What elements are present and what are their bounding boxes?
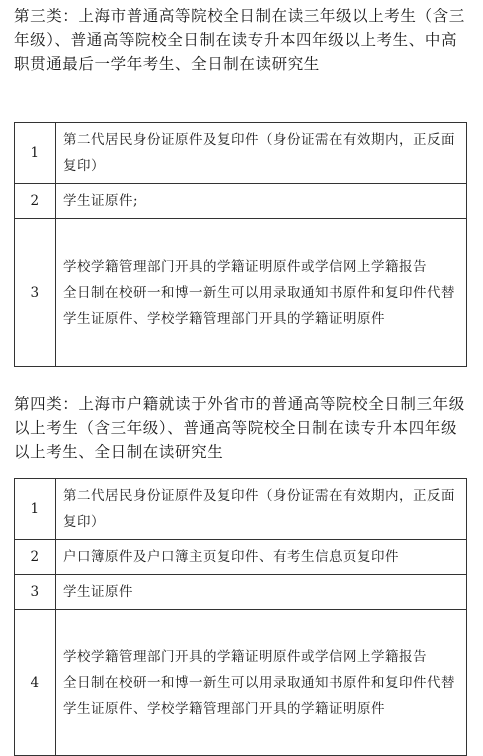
section-heading-category-3: 第三类：上海市普通高等院校全日制在读三年级以上考生（含三年级）、普通高等院校全日制在读专升本四年级以上考生、中高职贯通最后一学年考生、全日制在读研究生 (14, 7, 465, 73)
row-number: 2 (15, 540, 56, 575)
table-row (15, 123, 467, 184)
table-row (15, 479, 467, 540)
row-content (56, 479, 467, 540)
row-number: 3 (15, 575, 56, 610)
row-content-line: 第二代居民身份证原件及复印件（身份证需在有效期内，正反面复印） (63, 132, 455, 174)
row-number: 3 (15, 219, 56, 367)
requirements-table-category-4 (14, 478, 467, 756)
table-row (15, 610, 467, 756)
table-row (15, 540, 467, 575)
row-content-line: 户口簿原件及户口簿主页复印件、有考生信息页复印件 (63, 549, 399, 565)
row-number: 1 (15, 479, 56, 540)
section-heading-category-4: 第四类：上海市户籍就读于外省市的普通高等院校全日制三年级以上考生（含三年级）、普通高等院校全日制在读专升本四年级以上考生、全日制在读研究生 (14, 395, 465, 461)
row-content-line: 第二代居民身份证原件及复印件（身份证需在有效期内，正反面复印） (63, 488, 455, 530)
row-number: 2 (15, 184, 56, 219)
row-content-line: 学校学籍管理部门开具的学籍证明原件或学信网上学籍报告 (63, 648, 427, 665)
table-row (15, 184, 467, 219)
row-content-line: 全日制在校研一和博一新生可以用录取通知书原件和复印件代替学生证原件、学校学籍管理部门开具的学籍证明原件 (63, 674, 455, 717)
row-content-line: 全日制在校研一和博一新生可以用录取通知书原件和复印件代替学生证原件、学校学籍管理部门开具的学籍证明原件 (63, 284, 455, 327)
row-content (56, 123, 467, 184)
row-content-line: 学生证原件 (63, 584, 133, 600)
row-content (56, 540, 467, 575)
row-content (56, 219, 467, 367)
row-number: 4 (15, 610, 56, 756)
requirements-table-category-3 (14, 122, 467, 367)
row-number: 1 (15, 123, 56, 184)
table-row (15, 575, 467, 610)
row-content (56, 184, 467, 219)
table-row (15, 219, 467, 367)
row-content (56, 575, 467, 610)
row-content-line: 学生证原件; (63, 193, 139, 209)
row-content (56, 610, 467, 756)
row-content-line: 学校学籍管理部门开具的学籍证明原件或学信网上学籍报告 (63, 258, 427, 275)
